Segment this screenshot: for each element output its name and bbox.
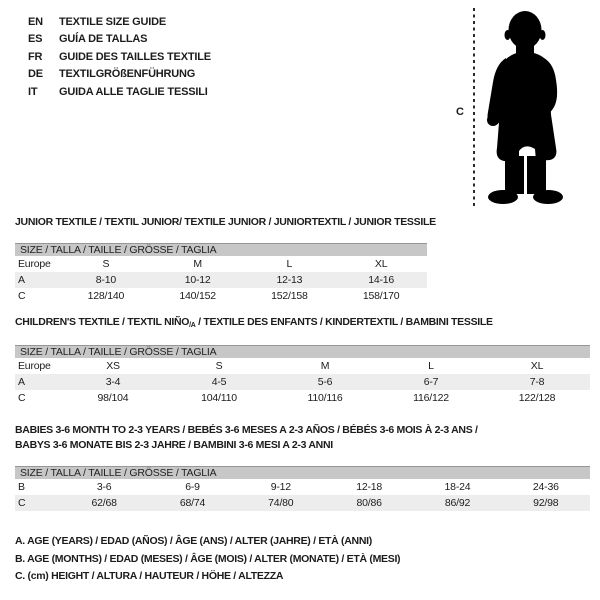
value-cell: 3-4 [105, 376, 121, 388]
value-cell: 158/170 [362, 290, 400, 302]
height-measure-dashed-line [473, 8, 475, 207]
lang-title: GUIDA ALLE TAGLIE TESSILI [59, 85, 208, 98]
legend-line-c: C. (cm) HEIGHT / ALTURA / HAUTEUR / HÖHE / ALTEZZA [15, 570, 284, 582]
value-cell: 4-5 [211, 376, 227, 388]
lang-row-it [28, 83, 211, 101]
row-label: A [18, 274, 25, 286]
children-size-table [15, 345, 590, 406]
size-cell: XS [106, 360, 120, 372]
value-cell: 5-6 [317, 376, 333, 388]
table-row-height [15, 288, 427, 304]
row-label: A [18, 376, 25, 388]
height-measure-label: C [456, 106, 464, 118]
value-cell: 68/74 [179, 497, 206, 509]
lang-row-de [28, 66, 211, 84]
lang-code: EN [28, 15, 43, 28]
row-label: Europe [18, 258, 51, 270]
lang-row-es [28, 31, 211, 49]
table-row-age [15, 272, 427, 288]
size-cell: L [428, 360, 434, 372]
value-cell: 24-36 [532, 481, 559, 493]
table-row-age [15, 374, 590, 390]
children-section-title [15, 316, 493, 329]
size-header-bar: SIZE / TALLA / TAILLE / GRÖSSE / TAGLIA [15, 345, 590, 358]
row-label: Europe [18, 360, 51, 372]
value-cell: 74/80 [268, 497, 294, 509]
table-row-height [15, 495, 590, 511]
junior-size-table [15, 243, 427, 304]
babies-section-title [15, 423, 478, 453]
size-cell: XL [374, 258, 388, 270]
value-cell: 62/68 [91, 497, 117, 509]
value-cell: 6-7 [423, 376, 439, 388]
row-label: C [18, 497, 26, 509]
table-row-sizes [15, 256, 427, 272]
lang-row-fr [28, 48, 211, 66]
size-header-bar: SIZE / TALLA / TAILLE / GRÖSSE / TAGLIA [15, 466, 590, 479]
size-header-bar: SIZE / TALLA / TAILLE / GRÖSSE / TAGLIA [15, 243, 427, 256]
junior-section-title: JUNIOR TEXTILE / TEXTIL JUNIOR/ TEXTILE JUNIOR / JUNIORTEXTIL / JUNIOR TESSILE [15, 216, 436, 228]
value-cell: 80/86 [356, 497, 382, 509]
legend-line-b: B. AGE (MONTHS) / EDAD (MESES) / ÂGE (MOIS) / ALTER (MONATE) / ETÀ (MESI) [15, 552, 401, 565]
table-row-sizes [15, 358, 590, 374]
children-title-pre: CHILDREN'S TEXTILE / TEXTIL NIÑO [15, 316, 190, 328]
value-cell: 98/104 [97, 392, 129, 404]
value-cell: 122/128 [518, 392, 556, 404]
lang-title: GUIDE DES TAILLES TEXTILE [59, 50, 211, 63]
babies-title-line1: BABIES 3-6 MONTH TO 2-3 YEARS / BEBÉS 3-6 MESES A 2-3 AÑOS / BÉBÉS 3-6 MOIS À 2-3 ANS / [15, 424, 478, 436]
value-cell: 12-18 [356, 481, 383, 493]
legend-line-a: A. AGE (YEARS) / EDAD (AÑOS) / ÂGE (ANS) / ALTER (JAHRE) / ETÀ (ANNI) [15, 535, 372, 547]
value-cell: 110/116 [307, 392, 343, 404]
value-cell: 14-16 [368, 274, 395, 286]
table-row-months [15, 479, 590, 495]
value-cell: 92/98 [533, 497, 559, 509]
lang-title: TEXTILGRÖßENFÜHRUNG [59, 68, 196, 81]
babies-title-line2: BABYS 3-6 MONATE BIS 2-3 JAHRE / BAMBINI 3-6 MESI A 2-3 ANNI [15, 439, 333, 451]
value-cell: 10-12 [184, 274, 211, 286]
row-label: B [18, 481, 25, 493]
value-cell: 116/122 [413, 392, 449, 404]
value-cell: 140/152 [179, 290, 216, 302]
value-cell: 3-6 [96, 481, 112, 493]
lang-code: FR [28, 50, 43, 63]
size-cell: M [193, 258, 202, 270]
row-label: C [18, 392, 26, 404]
lang-title: GUÍA DE TALLAS [59, 33, 148, 46]
value-cell: 8-10 [95, 274, 116, 286]
size-cell: S [215, 360, 223, 372]
value-cell: 6-9 [185, 481, 200, 493]
lang-title: TEXTILE SIZE GUIDE [59, 15, 167, 28]
value-cell: 128/140 [87, 290, 125, 302]
lang-code: IT [28, 85, 38, 98]
row-label: C [18, 290, 26, 302]
value-cell: 152/158 [271, 290, 308, 302]
value-cell: 12-13 [276, 274, 303, 286]
lang-code: DE [28, 68, 43, 81]
value-cell: 86/92 [444, 497, 471, 509]
size-cell: XL [530, 360, 544, 372]
measure-legend [15, 533, 400, 586]
children-title-subscript: /A [189, 322, 196, 329]
value-cell: 7-8 [529, 376, 545, 388]
size-cell: M [320, 360, 330, 372]
baby-silhouette-icon [480, 8, 568, 213]
value-cell: 9-12 [270, 481, 291, 493]
value-cell: 18-24 [444, 481, 471, 493]
table-row-height [15, 390, 590, 406]
lang-code: ES [28, 33, 43, 46]
size-cell: S [102, 258, 110, 270]
lang-row-en [28, 13, 211, 31]
language-title-list [28, 13, 211, 101]
value-cell: 104/110 [201, 392, 237, 404]
babies-size-table [15, 466, 590, 511]
size-cell: L [286, 258, 293, 270]
children-title-post: / TEXTILE DES ENFANTS / KINDERTEXTIL / BAMBINI TESSILE [195, 316, 493, 328]
